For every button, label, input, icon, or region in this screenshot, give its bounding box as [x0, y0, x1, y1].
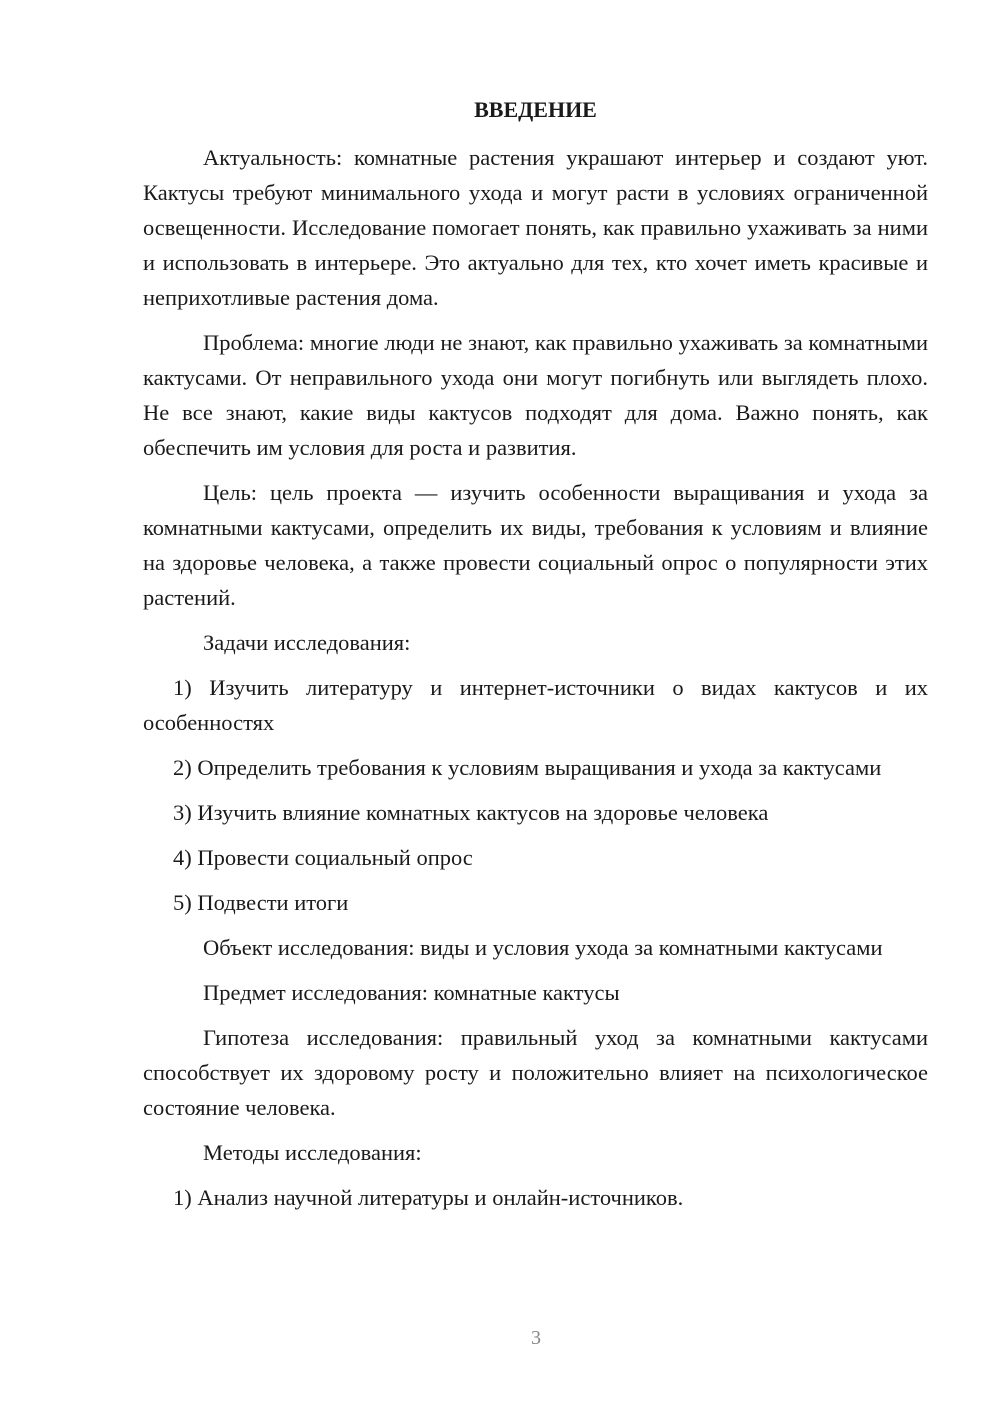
task-item-1: 1) Изучить литературу и интернет-источники о видах кактусов и их особенностях	[143, 675, 928, 735]
page-number: 3	[531, 1327, 541, 1349]
paragraph-object: Объект исследования: виды и условия ухода за комнатными кактусами	[203, 935, 883, 960]
paragraph-subject: Предмет исследования: комнатные кактусы	[203, 980, 620, 1005]
method-item-1: 1) Анализ научной литературы и онлайн-источников.	[173, 1185, 684, 1210]
paragraph-methods-heading: Методы исследования:	[203, 1140, 422, 1165]
paragraph-relevance: Актуальность: комнатные растения украшают интерьер и создают уют. Кактусы требуют минимального ухода и могут расти в условиях ограниченной освещенности. Исследование помогает понять, как правильно ухаживать за ними и использовать в интерьере. Это актуально для тех, кто хочет иметь красивые и неприхотливые растения дома.	[143, 145, 928, 310]
paragraph-problem: Проблема: многие люди не знают, как правильно ухаживать за комнатными кактусами. От неправильного ухода они могут погибнуть или выглядеть плохо. Не все знают, какие виды кактусов подходят для дома. Важно понять, как обеспечить им условия для роста и развития.	[143, 330, 928, 460]
task-item-2: 2) Определить требования к условиям выращивания и ухода за кактусами	[173, 755, 882, 780]
paragraph-goal: Цель: цель проекта — изучить особенности выращивания и ухода за комнатными кактусами, определить их виды, требования к условиям и влияние на здоровье человека, а также провести социальный опрос о популярности этих растений.	[143, 480, 928, 610]
paragraph-hypothesis: Гипотеза исследования: правильный уход за комнатными кактусами способствует их здоровому росту и положительно влияет на психологическое состояние человека.	[143, 1025, 928, 1120]
paragraph-tasks-heading: Задачи исследования:	[203, 630, 411, 655]
task-item-3: 3) Изучить влияние комнатных кактусов на здоровье человека	[173, 800, 769, 825]
task-item-4: 4) Провести социальный опрос	[173, 845, 473, 870]
task-item-5: 5) Подвести итоги	[173, 890, 349, 915]
section-title: ВВЕДЕНИЕ	[474, 97, 597, 122]
document-page	[143, 92, 928, 1225]
